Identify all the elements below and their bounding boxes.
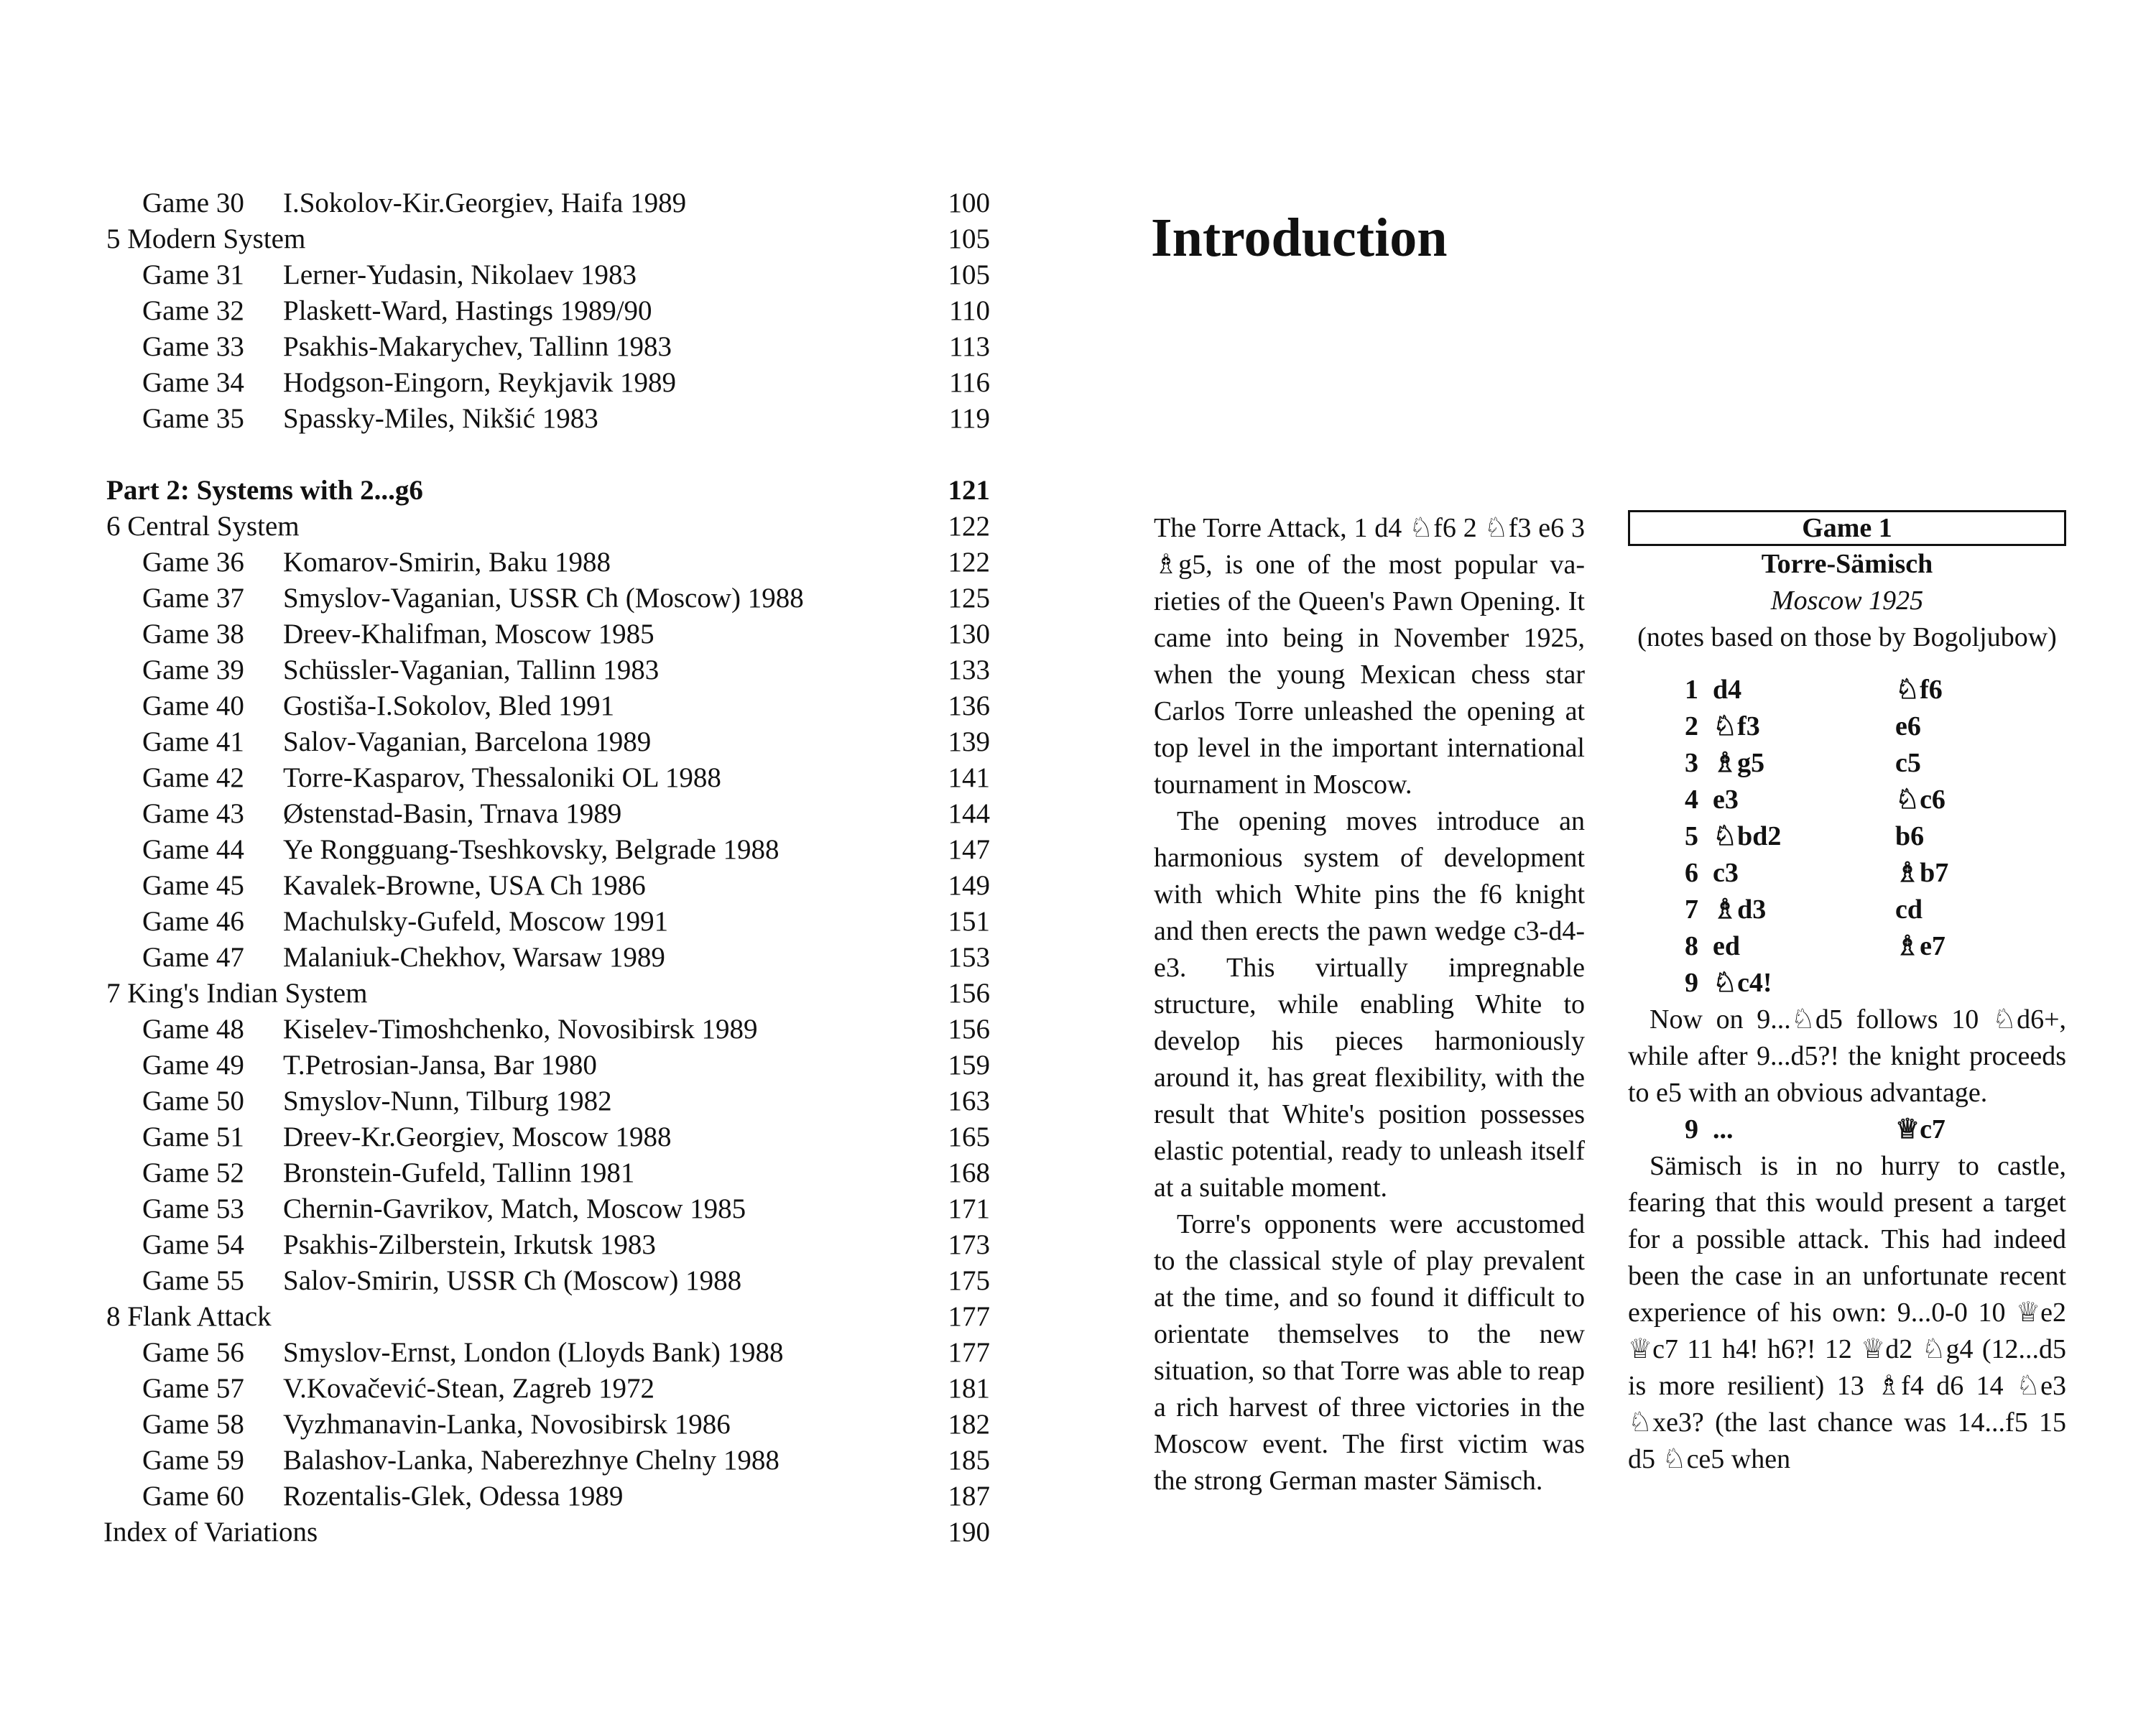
move-row bbox=[1628, 965, 2073, 1002]
intro-text-column bbox=[1154, 510, 1585, 1499]
toc-game-title: Hodgson-Eingorn, Reykjavik 1989 bbox=[283, 367, 677, 398]
toc-game-number: Game 57 bbox=[142, 1373, 244, 1404]
toc-game-title: Salov-Vaganian, Barcelona 1989 bbox=[283, 726, 652, 757]
white-move: ed bbox=[1713, 931, 1740, 961]
toc-game-title: I.Sokolov-Kir.Georgiev, Haifa 1989 bbox=[283, 188, 687, 218]
toc-page-number: 156 bbox=[948, 978, 990, 1009]
chapter-title: Introduction bbox=[1151, 208, 1448, 268]
toc-game-entry bbox=[106, 1371, 990, 1407]
toc-game-entry bbox=[106, 724, 990, 760]
toc-game-title: Chernin-Gavrikov, Match, Moscow 1985 bbox=[283, 1193, 746, 1224]
toc-game-title: Rozentalis-Glek, Odessa 1989 bbox=[283, 1481, 624, 1512]
toc-game-title: Lerner-Yudasin, Nikolaev 1983 bbox=[283, 259, 637, 290]
move-number: 2 bbox=[1685, 711, 1698, 741]
toc-game-title: Smyslov-Ernst, London (Lloyds Bank) 1988 bbox=[283, 1337, 784, 1368]
move-number: 9 bbox=[1685, 1114, 1698, 1144]
toc-game-entry bbox=[106, 545, 990, 581]
toc-game-number: Game 48 bbox=[142, 1014, 244, 1045]
move-row bbox=[1628, 855, 2073, 892]
move-row bbox=[1628, 1111, 2073, 1148]
toc-game-title: Vyzhmanavin-Lanka, Novosibirsk 1986 bbox=[283, 1409, 731, 1440]
toc-game-number: Game 44 bbox=[142, 834, 244, 865]
white-move: e3 bbox=[1713, 785, 1739, 815]
annotation-text: Sämisch is in no hurry to castle, fearing that this would present a target for a possible attack. This had indeed been the case in an unfortunate recent experience of his own: 9...0-0 10 ♕e2 ♕c7 11 h4! h6?! 12 ♕d2 ♘g4 (12...d5 is more resilient) 13 ♗f4 d6 14 ♘e3 ♘xe3? (the last chance was 14...f5 15 d5 ♘ce5 when bbox=[1628, 1151, 2066, 1474]
game-notes-source: (notes based on those by Bogoljubow) bbox=[1637, 622, 2057, 652]
toc-game-entry bbox=[106, 616, 990, 652]
toc-game-number: Game 33 bbox=[142, 331, 244, 362]
toc-game-number: Game 60 bbox=[142, 1481, 244, 1512]
toc-page-number: 105 bbox=[948, 223, 990, 254]
white-move: ♘bd2 bbox=[1713, 821, 1782, 851]
toc-page-number: 105 bbox=[948, 259, 990, 290]
annotation-1 bbox=[1628, 1002, 2066, 1111]
toc-game-number: Game 58 bbox=[142, 1409, 244, 1440]
toc-game-number: Game 51 bbox=[142, 1122, 244, 1152]
toc-page-number: 110 bbox=[948, 295, 990, 326]
toc-game-entry bbox=[106, 1155, 990, 1191]
toc-page-number: 173 bbox=[948, 1229, 990, 1260]
toc-page-number: 122 bbox=[948, 547, 990, 578]
toc-game-entry bbox=[106, 1119, 990, 1155]
toc-page-number: 133 bbox=[948, 655, 990, 685]
toc-section-label: Part 2: Systems with 2...g6 bbox=[106, 475, 423, 506]
toc-game-title: Schüssler-Vaganian, Tallinn 1983 bbox=[283, 655, 660, 685]
toc-game-number: Game 54 bbox=[142, 1229, 244, 1260]
toc-game-entry bbox=[106, 1048, 990, 1083]
toc-game-entry bbox=[106, 760, 990, 796]
game-players: Torre-Sämisch bbox=[1761, 549, 1933, 579]
toc-game-number: Game 38 bbox=[142, 619, 244, 649]
toc-game-entry bbox=[106, 1263, 990, 1299]
move-number: 6 bbox=[1685, 858, 1698, 888]
toc-game-number: Game 36 bbox=[142, 547, 244, 578]
toc-game-number: Game 30 bbox=[142, 188, 244, 218]
move-number: 5 bbox=[1685, 821, 1698, 851]
toc-page-number: 165 bbox=[948, 1122, 990, 1152]
toc-game-title: Kiselev-Timoshchenko, Novosibirsk 1989 bbox=[283, 1014, 758, 1045]
black-move: ♘c6 bbox=[1895, 785, 1946, 815]
game-label-box: Game 1 bbox=[1628, 510, 2066, 546]
toc-game-entry bbox=[106, 652, 990, 688]
black-move: ♕c7 bbox=[1895, 1114, 1946, 1144]
toc-game-title: Ye Rongguang-Tseshkovsky, Belgrade 1988 bbox=[283, 834, 779, 865]
toc-game-number: Game 39 bbox=[142, 655, 244, 685]
toc-game-title: Bronstein-Gufeld, Tallinn 1981 bbox=[283, 1157, 635, 1188]
toc-page-number: 100 bbox=[948, 188, 990, 218]
toc-game-title: V.Kovačević-Stean, Zagreb 1972 bbox=[283, 1373, 654, 1404]
toc-game-entry bbox=[106, 868, 990, 904]
toc-game-title: Spassky-Miles, Nikšić 1983 bbox=[283, 403, 598, 434]
move-row bbox=[1628, 708, 2073, 745]
toc-section-label: 6 Central System bbox=[106, 511, 300, 542]
black-move: ♘f6 bbox=[1895, 675, 1943, 705]
toc-game-entry bbox=[106, 185, 990, 221]
toc-section-label: 5 Modern System bbox=[106, 223, 306, 254]
black-move: b6 bbox=[1895, 821, 1925, 851]
annotation-text: Now on 9...♘d5 follows 10 ♘d6+, while after 9...d5?! the knight proceeds to e5 with an obvious advantage. bbox=[1628, 1004, 2066, 1108]
toc-game-title: Machulsky-Gufeld, Moscow 1991 bbox=[283, 906, 669, 937]
toc-section-label: 7 King's Indian System bbox=[106, 978, 368, 1009]
toc-page-number: 116 bbox=[948, 367, 990, 398]
toc-game-title: Psakhis-Makarychev, Tallinn 1983 bbox=[283, 331, 672, 362]
toc-game-title: Smyslov-Nunn, Tilburg 1982 bbox=[283, 1086, 612, 1116]
toc-game-title: Psakhis-Zilberstein, Irkutsk 1983 bbox=[283, 1229, 656, 1260]
toc-game-number: Game 45 bbox=[142, 870, 244, 901]
white-move: ♘c4! bbox=[1713, 968, 1772, 998]
toc-game-number: Game 56 bbox=[142, 1337, 244, 1368]
toc-game-entry bbox=[106, 365, 990, 401]
white-move: ♗g5 bbox=[1713, 748, 1765, 778]
toc-game-entry bbox=[106, 1479, 990, 1514]
toc-page-number: 139 bbox=[948, 726, 990, 757]
toc-game-number: Game 59 bbox=[142, 1445, 244, 1476]
toc-page-number: 113 bbox=[948, 331, 990, 362]
toc-page-number: 149 bbox=[948, 870, 990, 901]
toc-game-number: Game 55 bbox=[142, 1265, 244, 1296]
toc-page-number: 121 bbox=[948, 475, 990, 506]
black-move: cd bbox=[1895, 894, 1923, 925]
toc-section-label: 8 Flank Attack bbox=[106, 1301, 272, 1332]
white-move: d4 bbox=[1713, 675, 1742, 705]
toc-page-number: 130 bbox=[948, 619, 990, 649]
toc-game-entry bbox=[106, 1083, 990, 1119]
toc-game-entry bbox=[106, 581, 990, 616]
toc-game-title: Østenstad-Basin, Trnava 1989 bbox=[283, 798, 622, 829]
toc-game-number: Game 40 bbox=[142, 690, 244, 721]
toc-game-number: Game 49 bbox=[142, 1050, 244, 1081]
move-number: 4 bbox=[1685, 785, 1698, 815]
toc-game-entry bbox=[106, 1227, 990, 1263]
toc-game-number: Game 41 bbox=[142, 726, 244, 757]
toc-game-number: Game 34 bbox=[142, 367, 244, 398]
move-row bbox=[1628, 818, 2073, 855]
game-header bbox=[1628, 546, 2066, 656]
toc-page-number: 159 bbox=[948, 1050, 990, 1081]
move-list bbox=[1628, 672, 2073, 1002]
toc-page-number: 182 bbox=[948, 1409, 990, 1440]
toc-game-entry bbox=[106, 940, 990, 976]
intro-paragraph: The Torre Attack, 1 d4 ♘f6 2 ♘f3 e6 3 ♗g5, is one of the most popular varieties of the Queen's Pawn Opening. It came into being in November 1925, when the young Mexican chess star Carlos Torre unleashed the opening at top level in the important international tournament in Moscow. bbox=[1154, 513, 1585, 800]
toc-page-number: 144 bbox=[948, 798, 990, 829]
move-number: 9 bbox=[1685, 968, 1698, 998]
toc-game-title: Dreev-Kr.Georgiev, Moscow 1988 bbox=[283, 1122, 672, 1152]
toc-page-number: 171 bbox=[948, 1193, 990, 1224]
move-row bbox=[1628, 745, 2073, 782]
toc-game-entry bbox=[106, 257, 990, 293]
toc-page-number: 147 bbox=[948, 834, 990, 865]
black-move: e6 bbox=[1895, 711, 1921, 741]
toc-page-number: 151 bbox=[948, 906, 990, 937]
toc-game-entry bbox=[106, 293, 990, 329]
white-move: c3 bbox=[1713, 858, 1739, 888]
game-venue: Moscow 1925 bbox=[1770, 586, 1924, 616]
move-row bbox=[1628, 672, 2073, 708]
toc-game-title: Torre-Kasparov, Thessaloniki OL 1988 bbox=[283, 762, 721, 793]
toc-game-title: Balashov-Lanka, Naberezhnye Chelny 1988 bbox=[283, 1445, 779, 1476]
toc-game-entry bbox=[106, 1012, 990, 1048]
toc-game-entry bbox=[106, 832, 990, 868]
toc-game-entry bbox=[106, 904, 990, 940]
toc-game-number: Game 32 bbox=[142, 295, 244, 326]
toc-game-title: Gostiša-I.Sokolov, Bled 1991 bbox=[283, 690, 615, 721]
black-move: ♗e7 bbox=[1895, 931, 1946, 961]
toc-game-number: Game 42 bbox=[142, 762, 244, 793]
toc-page-number: 185 bbox=[948, 1445, 990, 1476]
toc-game-entry bbox=[106, 1407, 990, 1443]
toc-game-number: Game 35 bbox=[142, 403, 244, 434]
intro-paragraph: The opening moves introduce an harmonious system of development with which White pins the f6 knight and then erects the pawn wedge c3-d4-e3. This virtually impregnable structure, while enabling White to develop his pieces harmoniously around it, has great flexibility, with the result that White's position possesses elastic potential, ready to unleash itself at a suitable moment. bbox=[1154, 806, 1585, 1203]
toc-spacer bbox=[106, 437, 990, 473]
toc-game-number: Game 53 bbox=[142, 1193, 244, 1224]
toc-page-number: 156 bbox=[948, 1014, 990, 1045]
toc-page-number: 175 bbox=[948, 1265, 990, 1296]
toc-index-entry bbox=[103, 1514, 990, 1550]
toc-game-number: Game 47 bbox=[142, 942, 244, 973]
toc-game-title: T.Petrosian-Jansa, Bar 1980 bbox=[283, 1050, 597, 1081]
toc-game-entry bbox=[106, 688, 990, 724]
toc-page-number: 119 bbox=[948, 403, 990, 434]
move-number: 1 bbox=[1685, 675, 1698, 705]
toc-game-title: Salov-Smirin, USSR Ch (Moscow) 1988 bbox=[283, 1265, 742, 1296]
toc-game-entry bbox=[106, 1335, 990, 1371]
intro-paragraph: Torre's opponents were accustomed to the classical style of play prevalent at the time, and so found it difficult to orientate themselves to the new situation, so that Torre was able to reap a rich harvest of three victories in the Moscow event. The first victim was the strong German master Sämisch. bbox=[1154, 1209, 1585, 1496]
toc-game-number: Game 50 bbox=[142, 1086, 244, 1116]
toc-section-label: Index of Variations bbox=[103, 1517, 318, 1548]
toc-chapter-entry bbox=[106, 509, 990, 545]
toc-game-number: Game 52 bbox=[142, 1157, 244, 1188]
toc-page-number: 125 bbox=[948, 583, 990, 614]
toc-game-title: Komarov-Smirin, Baku 1988 bbox=[283, 547, 611, 578]
annotation-2 bbox=[1628, 1148, 2066, 1478]
white-move: ... bbox=[1713, 1114, 1734, 1144]
move-number: 3 bbox=[1685, 748, 1698, 778]
toc-game-entry bbox=[106, 1443, 990, 1479]
toc-chapter-entry bbox=[106, 976, 990, 1012]
toc-page-number: 136 bbox=[948, 690, 990, 721]
white-move: ♘f3 bbox=[1713, 711, 1760, 741]
toc-chapter-entry bbox=[106, 221, 990, 257]
move-number: 8 bbox=[1685, 931, 1698, 961]
move-number: 7 bbox=[1685, 894, 1698, 925]
toc-game-title: Smyslov-Vaganian, USSR Ch (Moscow) 1988 bbox=[283, 583, 804, 614]
toc-page-number: 122 bbox=[948, 511, 990, 542]
toc-game-number: Game 37 bbox=[142, 583, 244, 614]
toc-page-number: 187 bbox=[948, 1481, 990, 1512]
toc-game-number: Game 43 bbox=[142, 798, 244, 829]
toc-page-number: 168 bbox=[948, 1157, 990, 1188]
toc-page-number: 181 bbox=[948, 1373, 990, 1404]
toc-part-entry bbox=[106, 473, 990, 509]
toc-page-number: 177 bbox=[948, 1337, 990, 1368]
toc-game-title: Plaskett-Ward, Hastings 1989/90 bbox=[283, 295, 652, 326]
toc-game-number: Game 46 bbox=[142, 906, 244, 937]
table-of-contents bbox=[103, 185, 990, 1550]
toc-page-number: 177 bbox=[948, 1301, 990, 1332]
black-move: ♗b7 bbox=[1895, 858, 1949, 888]
toc-game-entry bbox=[106, 1191, 990, 1227]
move-row bbox=[1628, 928, 2073, 965]
toc-game-title: Dreev-Khalifman, Moscow 1985 bbox=[283, 619, 654, 649]
toc-game-title: Kavalek-Browne, USA Ch 1986 bbox=[283, 870, 646, 901]
toc-page-number: 153 bbox=[948, 942, 990, 973]
toc-game-number: Game 31 bbox=[142, 259, 244, 290]
move-row bbox=[1628, 782, 2073, 818]
right-page bbox=[1078, 0, 2156, 1725]
toc-chapter-entry bbox=[106, 1299, 990, 1335]
toc-page-number: 190 bbox=[948, 1517, 990, 1548]
toc-game-title: Malaniuk-Chekhov, Warsaw 1989 bbox=[283, 942, 665, 973]
move-row bbox=[1628, 892, 2073, 928]
game-column bbox=[1628, 510, 2073, 1478]
toc-game-entry bbox=[106, 401, 990, 437]
toc-page-number: 141 bbox=[948, 762, 990, 793]
black-move: c5 bbox=[1895, 748, 1921, 778]
white-move: ♗d3 bbox=[1713, 894, 1767, 925]
toc-game-entry bbox=[106, 796, 990, 832]
toc-page-number: 163 bbox=[948, 1086, 990, 1116]
toc-game-entry bbox=[106, 329, 990, 365]
